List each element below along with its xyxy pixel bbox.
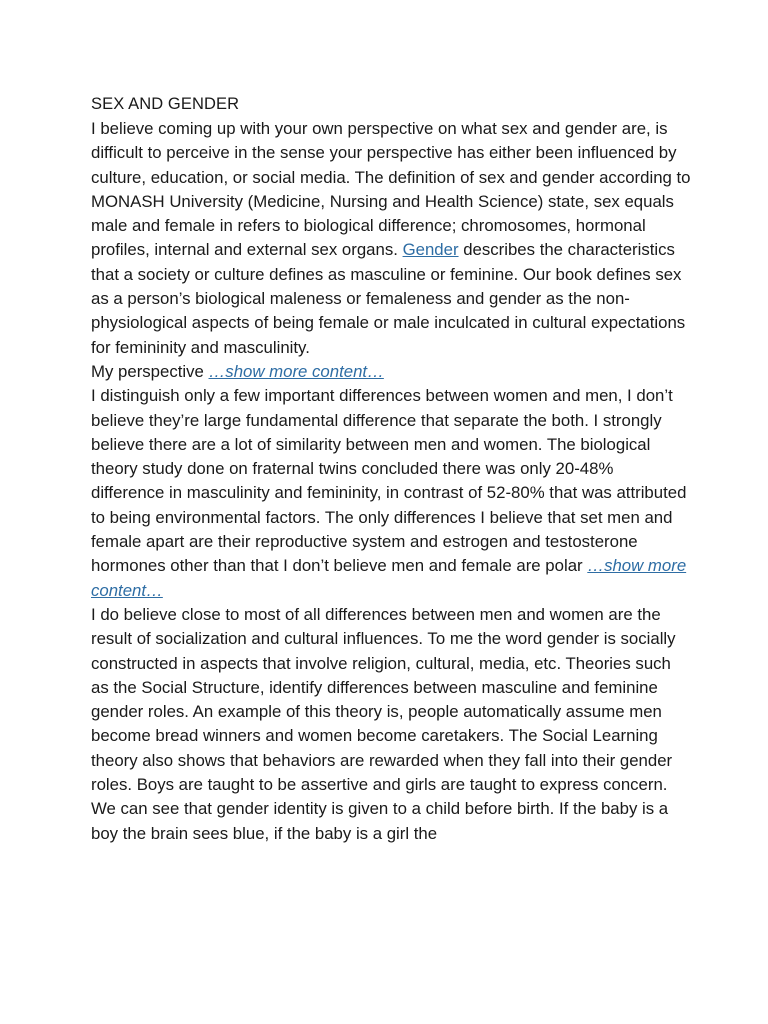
paragraph-text: I distinguish only a few important differences between women and men, I don’t believe they’re large fundamental difference that separate the both. I strongly believe there are a lot of similarity between men and women. The biological theory study done on fraternal twins concluded there was only 20-48% difference in masculinity and femininity, in contrast of 52-80% that was attributed to being environmental factors. The only differences I believe that set men and female apart are their reproductive system and estrogen and testosterone hormones other than that I don’t believe men and female are polar: [91, 386, 687, 576]
paragraph-socialization: [91, 603, 691, 846]
paragraph-text: I do believe close to most of all differences between men and women are the result of socialization and cultural influences. To me the word gender is socially constructed in aspects that involve religion, cultural, media, etc. Theories such as the Social Structure, identify differences between masculine and feminine gender roles. An example of this theory is, people automatically assume men become bread winners and women become caretakers. The Social Learning theory also shows that behaviors are rewarded when they fall into their gender roles. Boys are taught to be assertive and girls are taught to express concern. We can see that gender identity is given to a child before birth. If the baby is a boy the brain sees blue, if the baby is a girl the: [91, 604, 676, 843]
paragraph-differences: [91, 384, 691, 603]
show-more-content-link[interactable]: …show more content…: [91, 556, 687, 600]
essay-body: [91, 117, 691, 846]
gender-link[interactable]: Gender: [402, 240, 459, 260]
show-more-content-link[interactable]: …show more content…: [208, 361, 384, 381]
document-page: [91, 92, 691, 846]
paragraph-perspective: [91, 360, 691, 384]
paragraph-text: My perspective: [91, 361, 209, 381]
document-title: SEX AND GENDER: [91, 95, 240, 113]
paragraph-definitions: [91, 117, 691, 360]
paragraph-text: I believe coming up with your own perspective on what sex and gender are, is difficult to perceive in the sense your perspective has either been influenced by culture, education, or social media. The definition of sex and gender according to MONASH University (Medicine, Nursing and Health Science) state, sex equals male and female in refers to biological difference; chromosomes, hormonal profiles, internal and external sex organs.: [91, 119, 691, 260]
paragraph-text: describes the characteristics that a society or culture defines as masculine or feminine. Our book defines sex as a person’s biological maleness or femaleness and gender as the non-physiological aspects of being female or male inculcated in cultural expectations for femininity and masculinity.: [91, 240, 686, 357]
